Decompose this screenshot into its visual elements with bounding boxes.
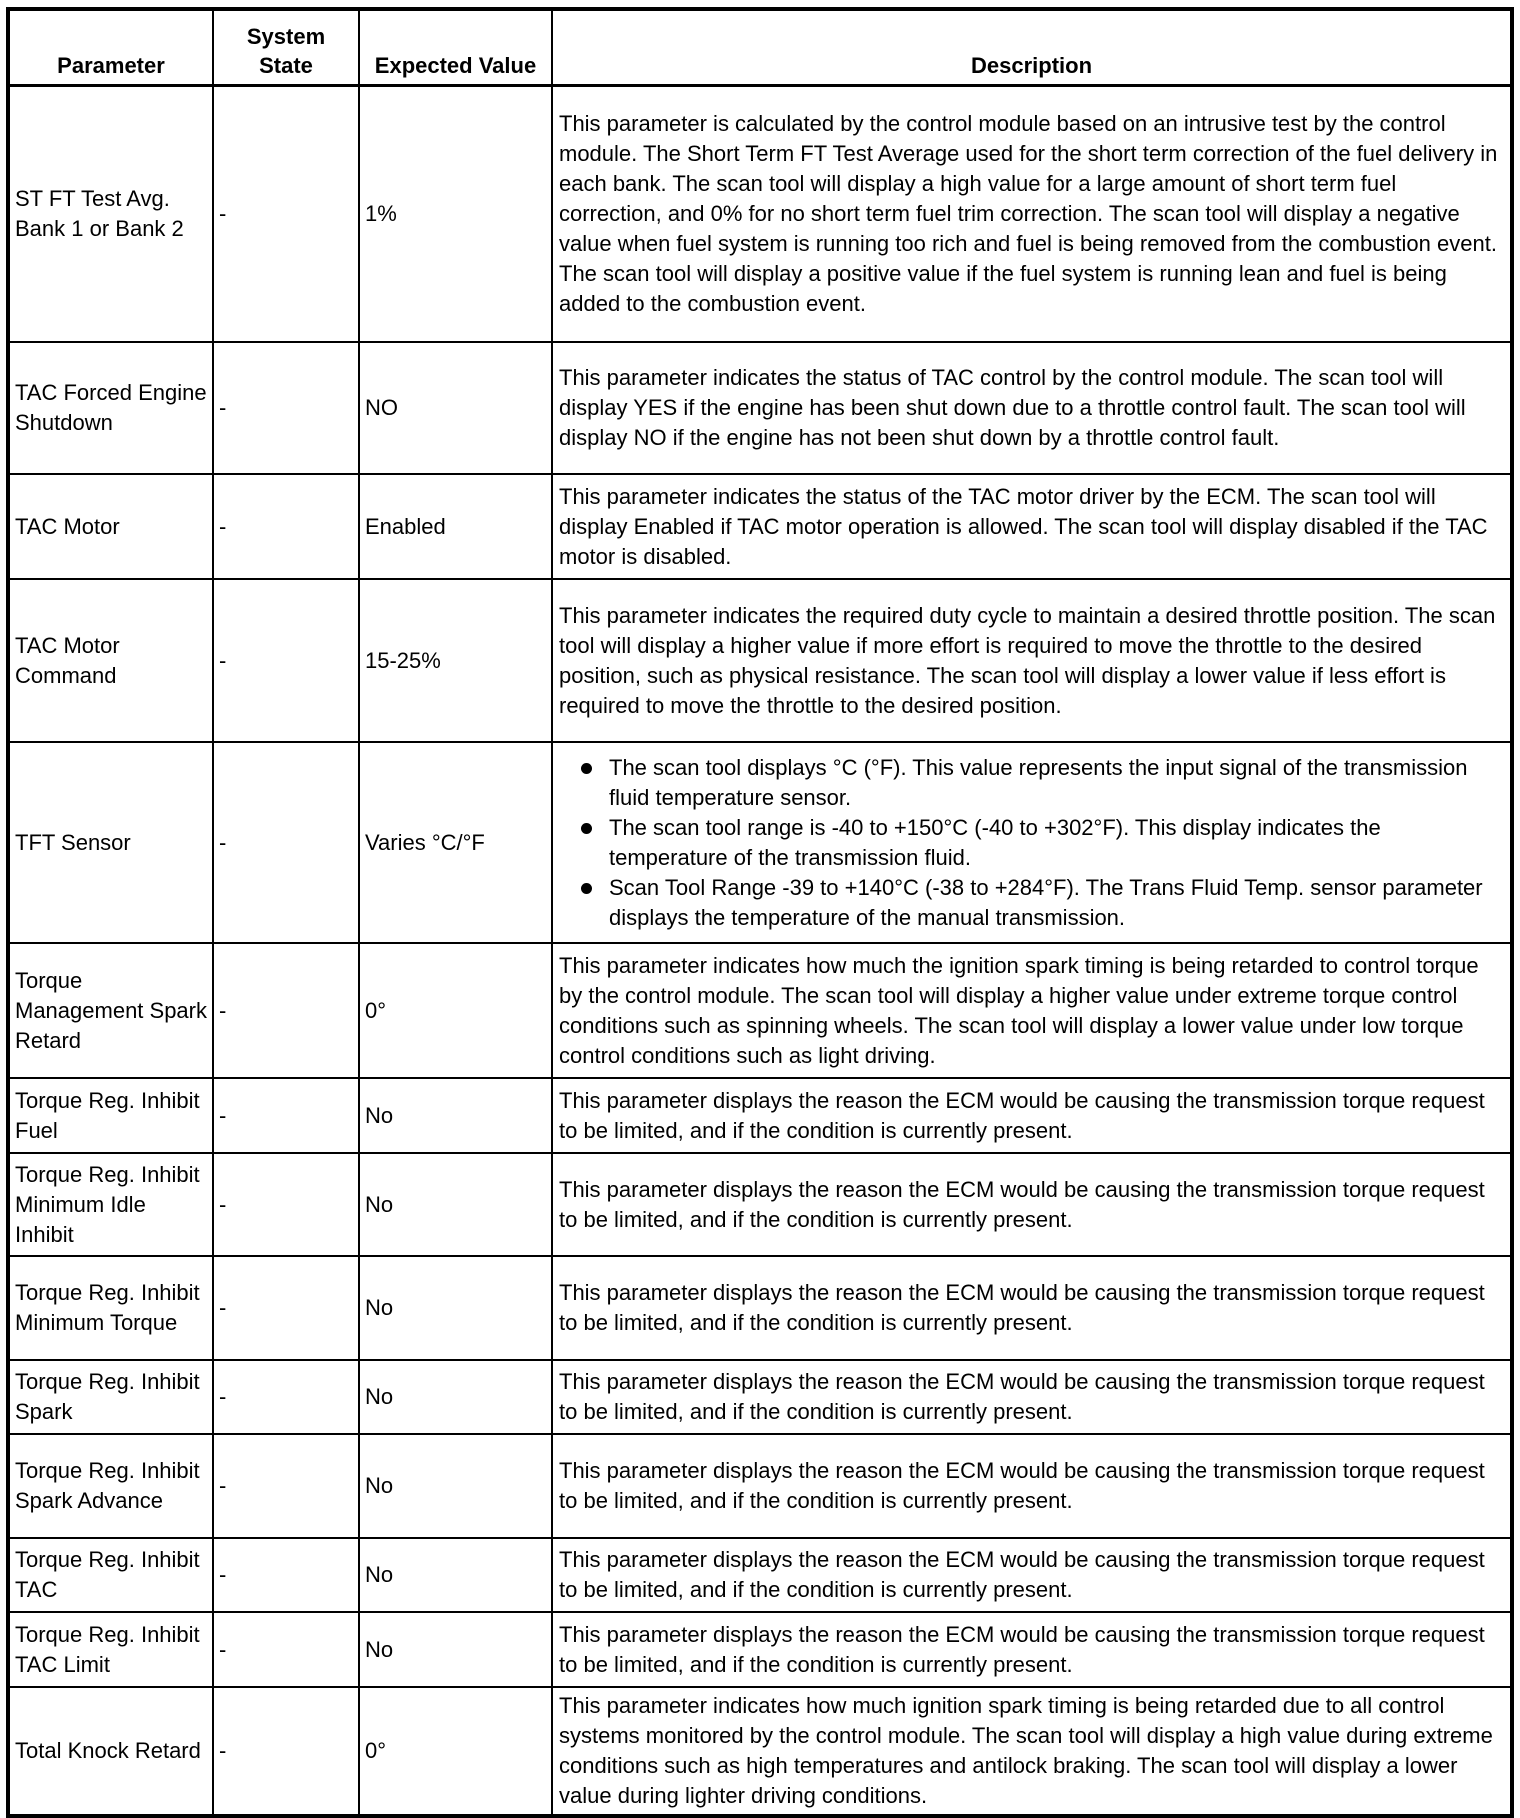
- system-state-cell: -: [213, 943, 359, 1078]
- system-state-cell: -: [213, 86, 359, 343]
- description-cell: This parameter indicates the required duty cycle to maintain a desired throttle position. The scan tool will display a higher value if more effort is required to move the throttle to the desired position, such as physical resistance. The scan tool will display a lower value if less effort is required to move the throttle to the desired position.: [552, 579, 1512, 742]
- expected-value-cell: No: [359, 1360, 552, 1434]
- table-row: [8, 1360, 1512, 1434]
- table-row: [8, 579, 1512, 742]
- parameter-cell: ST FT Test Avg. Bank 1 or Bank 2: [8, 86, 213, 343]
- table-row: [8, 742, 1512, 943]
- description-cell: This parameter displays the reason the ECM would be causing the transmission torque request to be limited, and if the condition is currently present.: [552, 1434, 1512, 1538]
- description-cell: This parameter displays the reason the ECM would be causing the transmission torque request to be limited, and if the condition is currently present.: [552, 1078, 1512, 1153]
- header-expected-value: Expected Value: [359, 9, 552, 86]
- description-cell: This parameter indicates the status of the TAC motor driver by the ECM. The scan tool will display Enabled if TAC motor operation is allowed. The scan tool will display disabled if the TAC motor is disabled.: [552, 474, 1512, 579]
- system-state-cell: -: [213, 1360, 359, 1434]
- expected-value-cell: No: [359, 1256, 552, 1360]
- bullet-text: The scan tool displays °C (°F). This value represents the input signal of the transmission fluid temperature sensor.: [609, 754, 1468, 810]
- description-cell: This parameter displays the reason the ECM would be causing the transmission torque request to be limited, and if the condition is currently present.: [552, 1538, 1512, 1612]
- expected-value-cell: 0°: [359, 1687, 552, 1816]
- parameter-cell: Torque Reg. Inhibit Fuel: [8, 1078, 213, 1153]
- table-row: [8, 1687, 1512, 1816]
- system-state-cell: -: [213, 342, 359, 474]
- description-cell: This parameter indicates the status of TAC control by the control module. The scan tool will display YES if the engine has been shut down due to a throttle control fault. The scan tool will display NO if the engine has not been shut down by a throttle control fault.: [552, 342, 1512, 474]
- header-description: Description: [552, 9, 1512, 86]
- system-state-cell: -: [213, 1078, 359, 1153]
- table-row: [8, 474, 1512, 579]
- table-body: [8, 86, 1512, 1817]
- system-state-cell: -: [213, 579, 359, 742]
- header-parameter: Parameter: [8, 9, 213, 86]
- description-cell: [552, 742, 1512, 943]
- parameter-cell: TAC Motor Command: [8, 579, 213, 742]
- system-state-cell: -: [213, 1687, 359, 1816]
- expected-value-cell: No: [359, 1153, 552, 1256]
- expected-value-cell: NO: [359, 342, 552, 474]
- expected-value-cell: No: [359, 1434, 552, 1538]
- table-row: [8, 1153, 1512, 1256]
- description-cell: This parameter indicates how much the ignition spark timing is being retarded to control torque by the control module. The scan tool will display a higher value under extreme torque control conditions such as spinning wheels. The scan tool will display a lower value under low torque control conditions such as light driving.: [552, 943, 1512, 1078]
- bullet-dot-icon: [581, 823, 592, 834]
- description-cell: This parameter displays the reason the ECM would be causing the transmission torque request to be limited, and if the condition is currently present.: [552, 1153, 1512, 1256]
- bullet-item: [559, 813, 1504, 873]
- table-row: [8, 1256, 1512, 1360]
- parameter-cell: TAC Forced Engine Shutdown: [8, 342, 213, 474]
- expected-value-cell: 15-25%: [359, 579, 552, 742]
- bullet-dot-icon: [581, 763, 592, 774]
- description-cell: This parameter displays the reason the ECM would be causing the transmission torque request to be limited, and if the condition is currently present.: [552, 1360, 1512, 1434]
- system-state-cell: -: [213, 1538, 359, 1612]
- expected-value-cell: No: [359, 1538, 552, 1612]
- bullet-text: The scan tool range is -40 to +150°C (-40 to +302°F). This display indicates the temperature of the transmission fluid.: [609, 814, 1381, 870]
- parameter-cell: TFT Sensor: [8, 742, 213, 943]
- table-row: [8, 943, 1512, 1078]
- parameter-cell: Torque Reg. Inhibit TAC Limit: [8, 1612, 213, 1687]
- parameter-cell: Total Knock Retard: [8, 1687, 213, 1816]
- bullet-item: [559, 873, 1504, 933]
- table-header: [8, 9, 1512, 86]
- expected-value-cell: 1%: [359, 86, 552, 343]
- bullet-dot-icon: [581, 883, 592, 894]
- table-row: [8, 86, 1512, 343]
- bullet-item: [559, 753, 1504, 813]
- expected-value-cell: 0°: [359, 943, 552, 1078]
- parameter-cell: TAC Motor: [8, 474, 213, 579]
- expected-value-cell: No: [359, 1612, 552, 1687]
- parameter-cell: Torque Reg. Inhibit Minimum Idle Inhibit: [8, 1153, 213, 1256]
- description-cell: This parameter displays the reason the ECM would be causing the transmission torque request to be limited, and if the condition is currently present.: [552, 1612, 1512, 1687]
- bullet-list: [559, 753, 1504, 933]
- system-state-cell: -: [213, 474, 359, 579]
- parameter-cell: Torque Reg. Inhibit TAC: [8, 1538, 213, 1612]
- parameter-cell: Torque Reg. Inhibit Spark: [8, 1360, 213, 1434]
- bullet-text: Scan Tool Range -39 to +140°C (-38 to +284°F). The Trans Fluid Temp. sensor parameter displays the temperature of the manual transmission.: [609, 874, 1483, 930]
- description-cell: This parameter is calculated by the control module based on an intrusive test by the control module. The Short Term FT Test Average used for the short term correction of the fuel delivery in each bank. The scan tool will display a high value for a large amount of short term fuel correction, and 0% for no short term fuel trim correction. The scan tool will display a negative value when fuel system is running too rich and fuel is being removed from the combustion event. The scan tool will display a positive value if the fuel system is running lean and fuel is being added to the combustion event.: [552, 86, 1512, 343]
- system-state-cell: -: [213, 742, 359, 943]
- system-state-cell: -: [213, 1153, 359, 1256]
- expected-value-cell: Enabled: [359, 474, 552, 579]
- header-row: [8, 9, 1512, 86]
- system-state-cell: -: [213, 1256, 359, 1360]
- table-row: [8, 1078, 1512, 1153]
- description-cell: This parameter indicates how much ignition spark timing is being retarded due to all control systems monitored by the control module. The scan tool will display a high value during extreme conditions such as high temperatures and antilock braking. The scan tool will display a lower value during lighter driving conditions.: [552, 1687, 1512, 1816]
- table-row: [8, 342, 1512, 474]
- table-row: [8, 1434, 1512, 1538]
- header-system-state: System State: [213, 9, 359, 86]
- parameter-cell: Torque Reg. Inhibit Spark Advance: [8, 1434, 213, 1538]
- expected-value-cell: Varies °C/°F: [359, 742, 552, 943]
- system-state-cell: -: [213, 1434, 359, 1538]
- parameter-cell: Torque Management Spark Retard: [8, 943, 213, 1078]
- parameter-cell: Torque Reg. Inhibit Minimum Torque: [8, 1256, 213, 1360]
- expected-value-cell: No: [359, 1078, 552, 1153]
- system-state-cell: -: [213, 1612, 359, 1687]
- description-cell: This parameter displays the reason the ECM would be causing the transmission torque request to be limited, and if the condition is currently present.: [552, 1256, 1512, 1360]
- table-row: [8, 1538, 1512, 1612]
- table-row: [8, 1612, 1512, 1687]
- scan-tool-data-table: [6, 7, 1514, 1818]
